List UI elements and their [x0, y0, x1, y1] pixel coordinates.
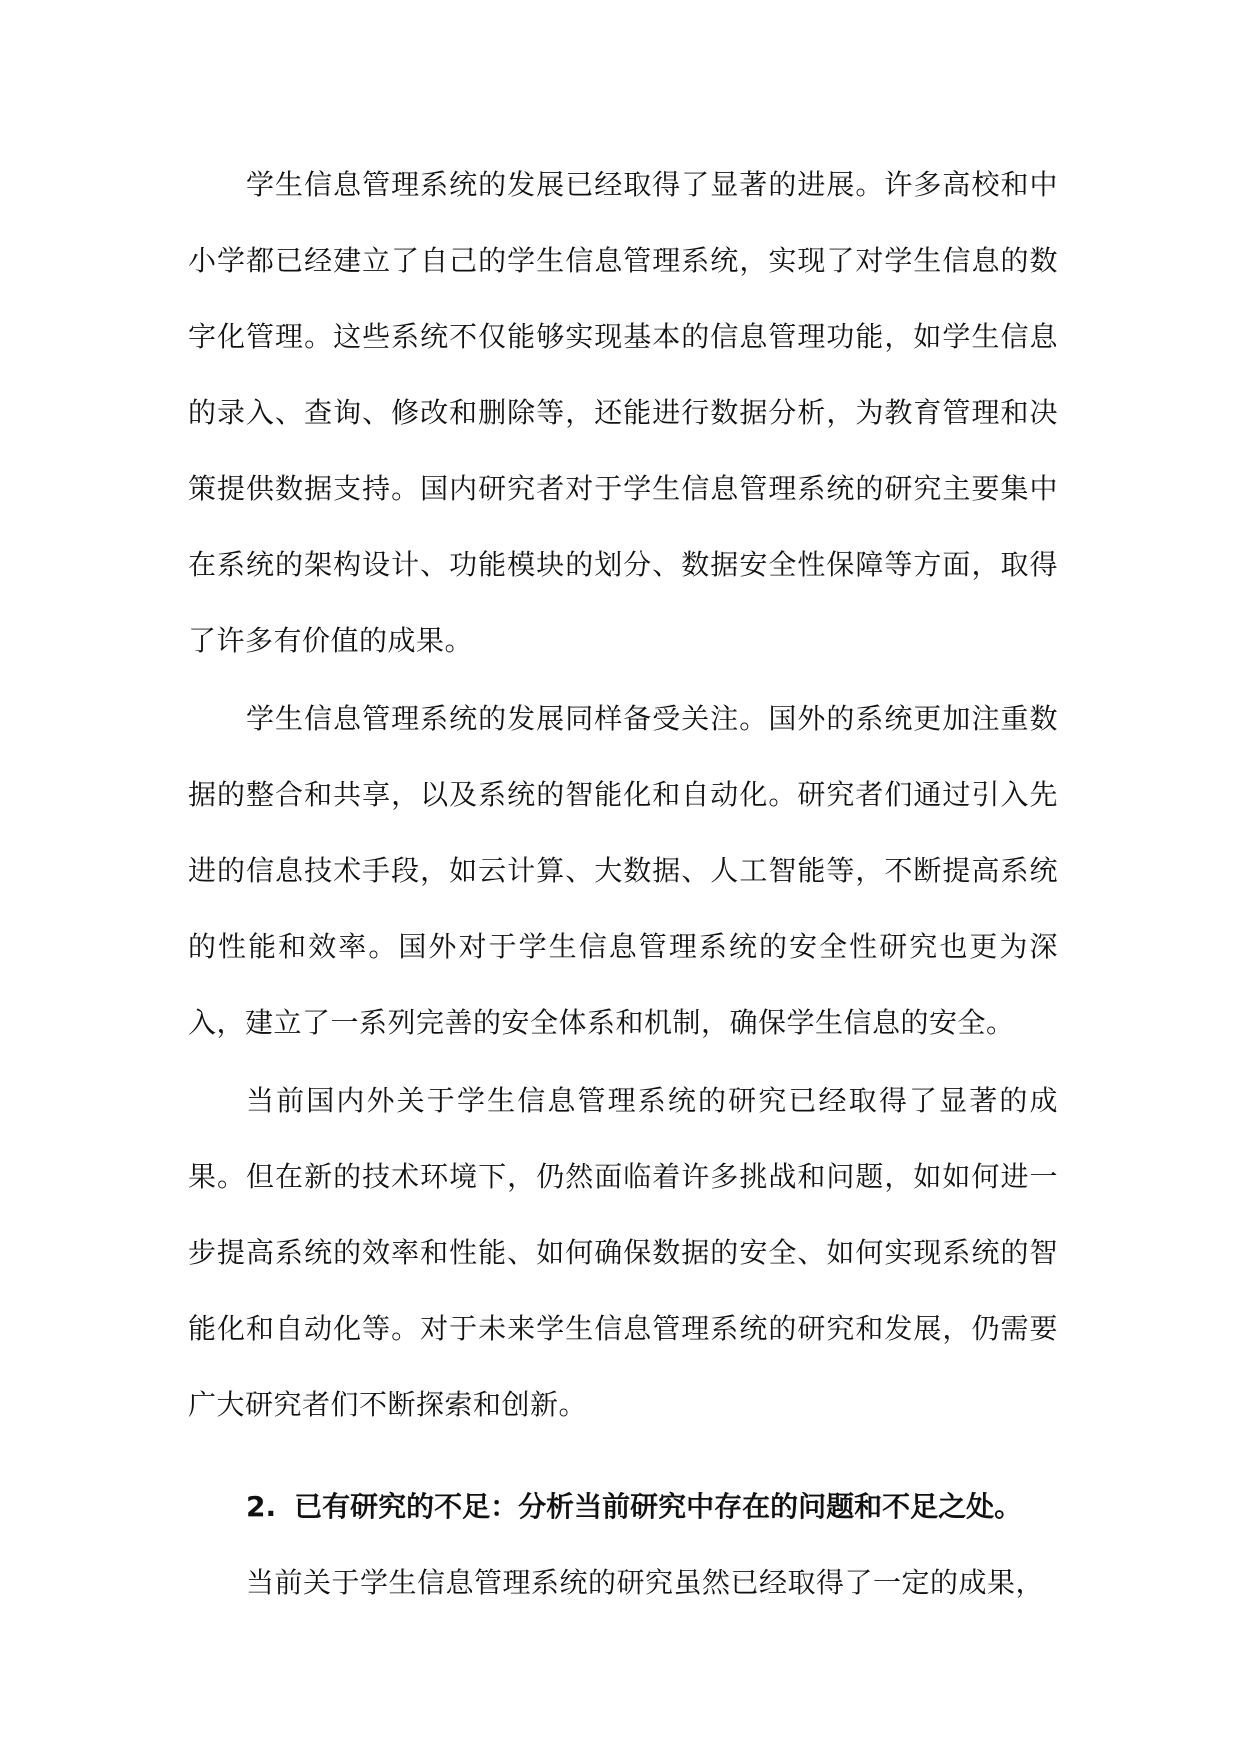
document-body [188, 147, 1058, 1621]
paragraph-domestic-progress: 学生信息管理系统的发展已经取得了显著的进展。许多高校和中小学都已经建立了自己的学生信息管理系统，实现了对学生信息的数字化管理。这些系统不仅能够实现基本的信息管理功能，如学生信息的录入、查询、修改和删除等，还能进行数据分析，为教育管理和决策提供数据支持。国内研究者对于学生信息管理系统的研究主要集中在系统的架构设计、功能模块的划分、数据安全性保障等方面，取得了许多有价值的成果。 [188, 168, 1058, 657]
paragraph-summary: 当前国内外关于学生信息管理系统的研究已经取得了显著的成果。但在新的技术环境下，仍然面临着许多挑战和问题，如如何进一步提高系统的效率和性能、如何确保数据的安全、如何实现系统的智能化和自动化等。对于未来学生信息管理系统的研究和发展，仍需要广大研究者们不断探索和创新。 [188, 1084, 1058, 1421]
paragraph-shortcomings-start: 当前关于学生信息管理系统的研究虽然已经取得了一定的成果， [246, 1566, 1045, 1599]
section-heading [188, 1469, 1058, 1545]
section-number: 2. [246, 1490, 277, 1523]
section-title: 已有研究的不足：分析当前研究中存在的问题和不足之处。 [294, 1490, 1023, 1523]
paragraph-foreign-progress: 学生信息管理系统的发展同样备受关注。国外的系统更加注重数据的整合和共享，以及系统的智能化和自动化。研究者们通过引入先进的信息技术手段，如云计算、大数据、人工智能等，不断提高系统的性能和效率。国外对于学生信息管理系统的安全性研究也更为深入，建立了一系列完善的安全体系和机制，确保学生信息的安全。 [188, 702, 1058, 1039]
